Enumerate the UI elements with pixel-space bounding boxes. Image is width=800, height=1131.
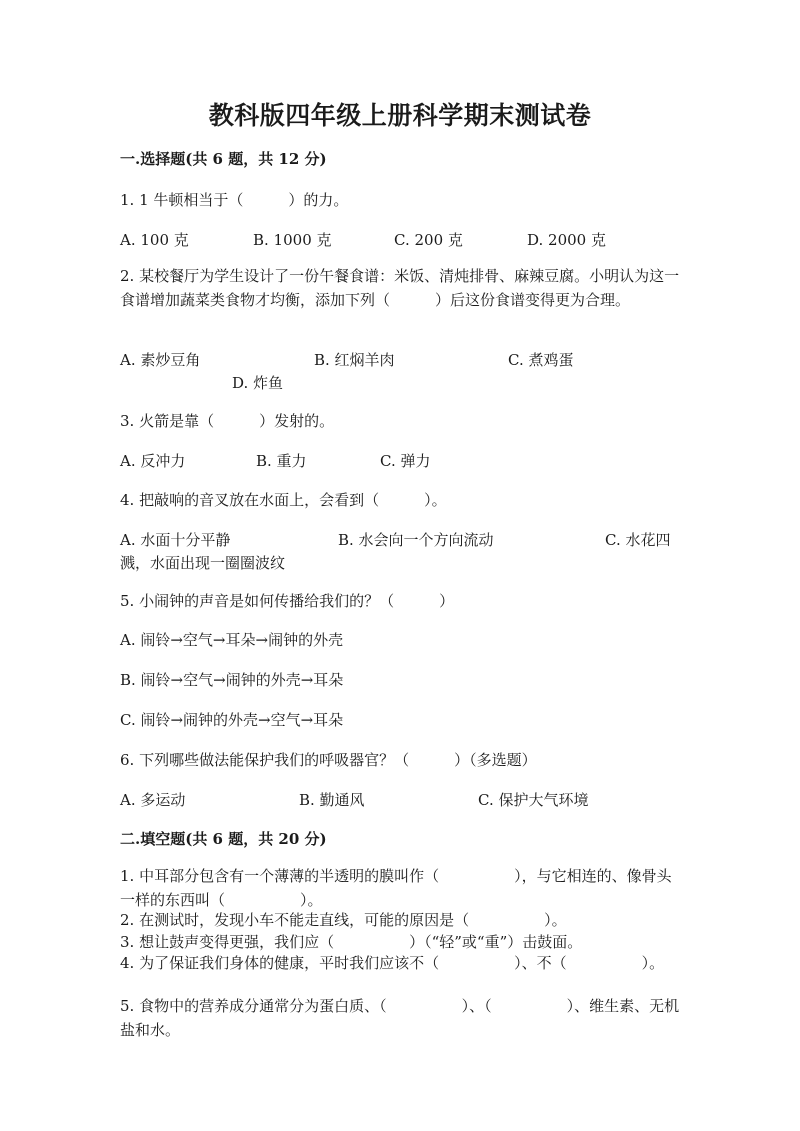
question-5-stem: 5. 小闹钟的声音是如何传播给我们的？（ ） — [120, 592, 455, 610]
fill-question-1: 1. 中耳部分包含有一个薄薄的半透明的膜叫作（ ），与它相连的、像骨头一样的东西叫（ ）。 — [120, 867, 672, 909]
question-3-option-a: A. 反冲力 — [120, 452, 186, 470]
question-2-option-d: D. 炸鱼 — [232, 374, 284, 392]
question-4-option-a: A. 水面十分平静 — [120, 531, 231, 549]
question-1-option-d: D. 2000 克 — [527, 231, 606, 249]
exam-title: 教科版四年级上册科学期末测试卷 — [208, 101, 592, 130]
section-heading-choice: 一.选择题(共 6 题，共 12 分) — [120, 150, 327, 168]
fill-question-4: 4. 为了保证我们身体的健康，平时我们应该不（ ）、不（ ）。 — [120, 954, 665, 972]
question-2-option-b: B. 红焖羊肉 — [314, 351, 395, 369]
question-6-option-b: B. 勤通风 — [299, 791, 365, 809]
fill-question-3: 3. 想让鼓声变得更强，我们应（ ）（“轻”或“重”）击鼓面。 — [120, 933, 583, 951]
question-4-stem: 4. 把敲响的音叉放在水面上，会看到（ ）。 — [120, 491, 447, 509]
question-1-stem: 1. 1 牛顿相当于（ ）的力。 — [120, 191, 349, 209]
question-3-option-c: C. 弹力 — [380, 452, 431, 470]
question-6-option-c: C. 保护大气环境 — [478, 791, 589, 809]
question-3-option-b: B. 重力 — [256, 452, 307, 470]
question-2-option-a: A. 素炒豆角 — [120, 351, 201, 369]
question-1-option-c: C. 200 克 — [394, 231, 463, 249]
question-2-option-c: C. 煮鸡蛋 — [508, 351, 574, 369]
section-heading-fill-in: 二.填空题(共 6 题，共 20 分) — [120, 830, 327, 848]
question-5-option-c: C. 闹铃→闹钟的外壳→空气→耳朵 — [120, 711, 344, 729]
question-1-option-a: A. 100 克 — [120, 231, 189, 249]
question-4-option-c: C. 水花四 — [605, 531, 671, 549]
fill-question-2: 2. 在测试时，发现小车不能走直线，可能的原因是（ ）。 — [120, 911, 567, 929]
question-3-stem: 3. 火箭是靠（ ）发射的。 — [120, 412, 335, 430]
question-6-option-a: A. 多运动 — [120, 791, 186, 809]
question-1-option-b: B. 1000 克 — [253, 231, 332, 249]
question-6-stem: 6. 下列哪些做法能保护我们的呼吸器官？（ ）（多选题） — [120, 751, 537, 769]
question-5-option-a: A. 闹铃→空气→耳朵→闹钟的外壳 — [120, 631, 344, 649]
question-4-option-b: B. 水会向一个方向流动 — [338, 531, 494, 549]
question-5-option-b: B. 闹铃→空气→闹钟的外壳→耳朵 — [120, 671, 344, 689]
question-2-stem: 2. 某校餐厅为学生设计了一份午餐食谱：米饭、清炖排骨、麻辣豆腐。小明认为这一食谱增加蔬菜类食物才均衡，添加下列（ ）后这份食谱变得更为合理。 — [120, 267, 680, 309]
fill-question-5: 5. 食物中的营养成分通常分为蛋白质、（ ）、（ ）、维生素、无机盐和水。 — [120, 997, 680, 1039]
question-4-option-c-continued: 溅，水面出现一圈圈波纹 — [120, 554, 286, 572]
